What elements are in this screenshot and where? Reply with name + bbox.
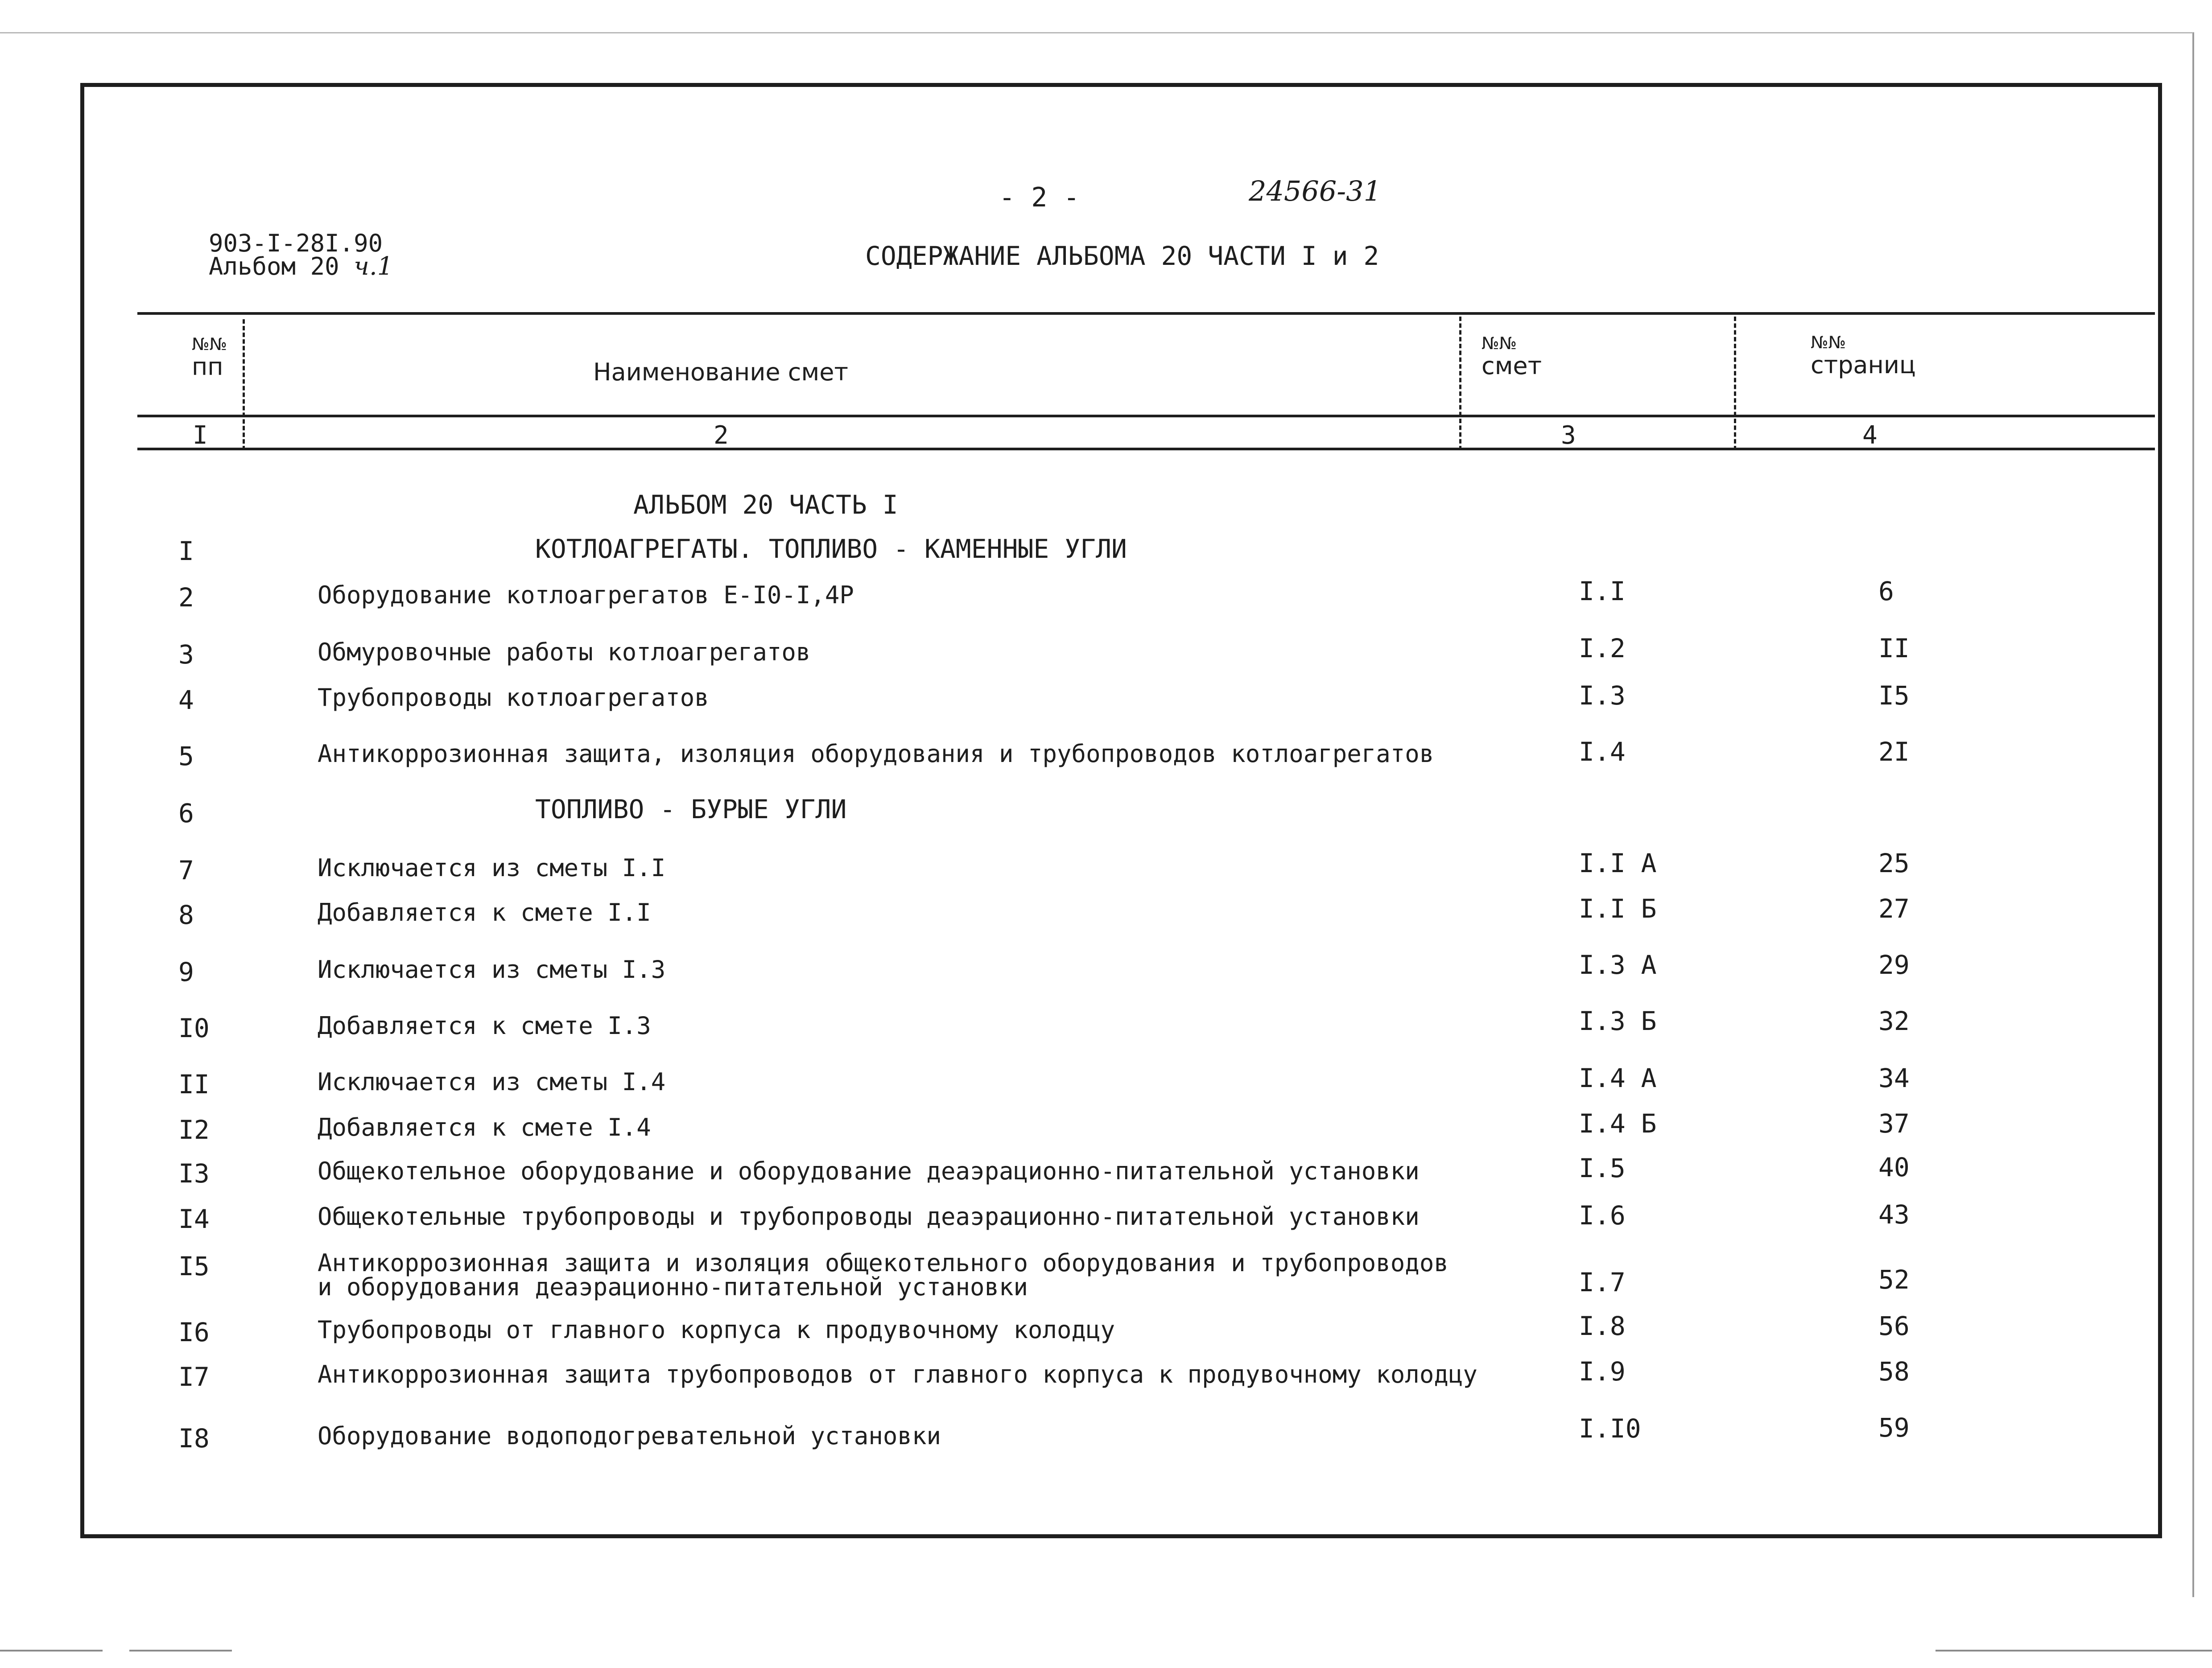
column-separator-3 bbox=[1734, 317, 1736, 450]
row-section-title: ТОПЛИВО - БУРЫЕ УГЛИ bbox=[535, 794, 847, 824]
row-name: Обмуровочные работы котлоагрегатов bbox=[318, 638, 811, 666]
row-estimate-code: I.3 Б bbox=[1579, 1006, 1657, 1036]
row-page: 34 bbox=[1878, 1063, 1910, 1093]
row-page: 58 bbox=[1878, 1356, 1910, 1387]
row-page: 56 bbox=[1878, 1311, 1910, 1341]
table-row bbox=[0, 536, 2212, 572]
table-row bbox=[0, 1063, 2212, 1105]
row-index: 2 bbox=[178, 582, 194, 613]
album-part-handwritten: ч.1 bbox=[354, 252, 393, 281]
album-part-heading: АЛЬБОМ 20 ЧАСТЬ I bbox=[633, 490, 898, 520]
album-name: Альбом 20 bbox=[209, 252, 339, 280]
header-col-index bbox=[192, 334, 227, 380]
row-section-title: КОТЛОАГРЕГАТЫ. ТОПЛИВО - КАМЕННЫЕ УГЛИ bbox=[535, 534, 1127, 564]
table-row bbox=[0, 894, 2212, 935]
row-estimate-code: I.5 bbox=[1579, 1153, 1626, 1183]
row-page: 37 bbox=[1878, 1108, 1910, 1139]
row-page: 59 bbox=[1878, 1413, 1910, 1443]
document-code: 903-I-28I.90 bbox=[209, 229, 383, 257]
handwritten-number: 24566-31 bbox=[1249, 175, 1382, 207]
row-index: I6 bbox=[178, 1317, 210, 1347]
header-col-pages-sign: №№ bbox=[1811, 333, 1846, 352]
table-row bbox=[0, 1251, 2212, 1309]
scan-mark bbox=[1936, 1650, 2212, 1652]
row-name bbox=[318, 1251, 1449, 1299]
column-number-2: 2 bbox=[714, 421, 729, 450]
header-col-pages bbox=[1811, 333, 1916, 378]
row-page: 27 bbox=[1878, 894, 1910, 924]
table-row bbox=[0, 950, 2212, 993]
row-estimate-code: I.I А bbox=[1579, 848, 1657, 878]
page-number: - 2 - bbox=[999, 182, 1080, 213]
row-estimate-code: I.3 bbox=[1579, 680, 1626, 711]
row-estimate-code: I.9 bbox=[1579, 1356, 1626, 1387]
column-number-3: 3 bbox=[1561, 421, 1576, 450]
row-page: 25 bbox=[1878, 848, 1910, 878]
row-name: Добавляется к смете I.4 bbox=[318, 1113, 651, 1141]
row-page: 52 bbox=[1878, 1264, 1910, 1295]
row-name: Оборудование котлоагрегатов Е-I0-I,4Р bbox=[318, 581, 854, 609]
row-estimate-code: I.8 bbox=[1579, 1311, 1626, 1341]
table-row bbox=[0, 848, 2212, 891]
row-page: 40 bbox=[1878, 1152, 1910, 1182]
header-col-estimate bbox=[1482, 334, 1542, 379]
table-row bbox=[0, 1006, 2212, 1049]
scan-mark bbox=[0, 1650, 103, 1652]
row-name: Добавляется к смете I.I bbox=[318, 898, 651, 927]
table-header-rule bbox=[137, 415, 2155, 417]
table-top-rule bbox=[137, 312, 2155, 315]
row-estimate-code: I.I bbox=[1579, 576, 1626, 606]
row-index: 9 bbox=[178, 957, 194, 987]
table-row bbox=[0, 1311, 2212, 1353]
row-page: 29 bbox=[1878, 950, 1910, 980]
row-page: 43 bbox=[1878, 1199, 1910, 1230]
album-label bbox=[209, 252, 393, 281]
row-name: Общекотельные трубопроводы и трубопроводы деаэрационно-питательной установки bbox=[318, 1203, 1420, 1231]
row-name: Общекотельное оборудование и оборудование деаэрационно-питательной установки bbox=[318, 1157, 1420, 1185]
header-col-index-sign: №№ bbox=[192, 334, 227, 354]
row-index: 3 bbox=[178, 639, 194, 670]
row-index: I bbox=[178, 536, 194, 566]
row-estimate-code: I.2 bbox=[1579, 633, 1626, 663]
row-estimate-code: I.6 bbox=[1579, 1200, 1626, 1231]
column-separator-2 bbox=[1459, 317, 1461, 450]
header-col-pages-label: страниц bbox=[1811, 351, 1916, 379]
header-col-name: Наименование смет bbox=[593, 358, 848, 386]
contents-title: СОДЕРЖАНИЕ АЛЬБОМА 20 ЧАСТИ I и 2 bbox=[865, 241, 1379, 271]
header-col-index-label: пп bbox=[192, 353, 223, 381]
row-name: Исключается из сметы I.I bbox=[318, 854, 666, 882]
row-estimate-code: I.4 Б bbox=[1579, 1108, 1657, 1139]
row-estimate-code: I.4 А bbox=[1579, 1063, 1657, 1093]
row-index: II bbox=[178, 1069, 210, 1100]
header-col-estimate-label: смет bbox=[1482, 352, 1542, 380]
row-estimate-code: I.I Б bbox=[1579, 894, 1657, 924]
column-number-4: 4 bbox=[1862, 421, 1878, 450]
row-name: Антикоррозионная защита трубопроводов от главного корпуса к продувочному колодцу bbox=[318, 1360, 1477, 1388]
row-name: Исключается из сметы I.4 bbox=[318, 1068, 666, 1096]
row-index: I8 bbox=[178, 1423, 210, 1454]
table-row bbox=[0, 1152, 2212, 1194]
row-estimate-code: I.4 bbox=[1579, 737, 1626, 767]
row-name: Исключается из сметы I.3 bbox=[318, 955, 666, 984]
row-name: Антикоррозионная защита, изоляция оборудования и трубопроводов котлоагрегатов bbox=[318, 740, 1434, 768]
table-row bbox=[0, 1356, 2212, 1397]
table-row bbox=[0, 737, 2212, 777]
document-code-block bbox=[209, 229, 393, 281]
row-index: I5 bbox=[178, 1251, 210, 1281]
row-index: 5 bbox=[178, 741, 194, 771]
row-page: 32 bbox=[1878, 1006, 1910, 1036]
row-index: I3 bbox=[178, 1158, 210, 1189]
table-row bbox=[0, 1199, 2212, 1240]
table-row bbox=[0, 576, 2212, 618]
table-row bbox=[0, 633, 2212, 675]
row-estimate-code: I.7 bbox=[1579, 1267, 1626, 1297]
row-index: I7 bbox=[178, 1362, 210, 1392]
row-page: 2I bbox=[1878, 737, 1910, 767]
table-row bbox=[0, 794, 2212, 834]
header-col-estimate-sign: №№ bbox=[1482, 334, 1517, 353]
row-index: I2 bbox=[178, 1115, 210, 1145]
row-index: I0 bbox=[178, 1013, 210, 1043]
row-name: Трубопроводы от главного корпуса к продувочному колодцу bbox=[318, 1316, 1115, 1344]
row-name: Добавляется к смете I.3 bbox=[318, 1012, 651, 1040]
row-name-line-1: Антикоррозионная защита и изоляция общекотельного оборудования и трубопроводов bbox=[318, 1249, 1449, 1277]
table-row bbox=[0, 680, 2212, 721]
row-page: I5 bbox=[1878, 680, 1910, 711]
scan-mark bbox=[129, 1650, 232, 1652]
row-index: 8 bbox=[178, 900, 194, 930]
column-separator-1 bbox=[243, 319, 245, 450]
column-number-1: I bbox=[193, 421, 208, 450]
row-name-line-2: и оборудования деаэрационно-питательной установки bbox=[318, 1273, 1028, 1301]
row-page: 6 bbox=[1878, 576, 1894, 606]
table-row bbox=[0, 1413, 2212, 1459]
row-estimate-code: I.I0 bbox=[1579, 1413, 1641, 1444]
row-index: 6 bbox=[178, 798, 194, 828]
table-row bbox=[0, 1108, 2212, 1150]
row-index: I4 bbox=[178, 1204, 210, 1234]
table-colnum-rule bbox=[137, 448, 2155, 450]
row-index: 4 bbox=[178, 685, 194, 715]
row-estimate-code: I.3 А bbox=[1579, 950, 1657, 980]
row-name: Оборудование водоподогревательной установки bbox=[318, 1422, 941, 1450]
row-name: Трубопроводы котлоагрегатов bbox=[318, 684, 709, 712]
row-index: 7 bbox=[178, 855, 194, 885]
row-page: II bbox=[1878, 633, 1910, 663]
